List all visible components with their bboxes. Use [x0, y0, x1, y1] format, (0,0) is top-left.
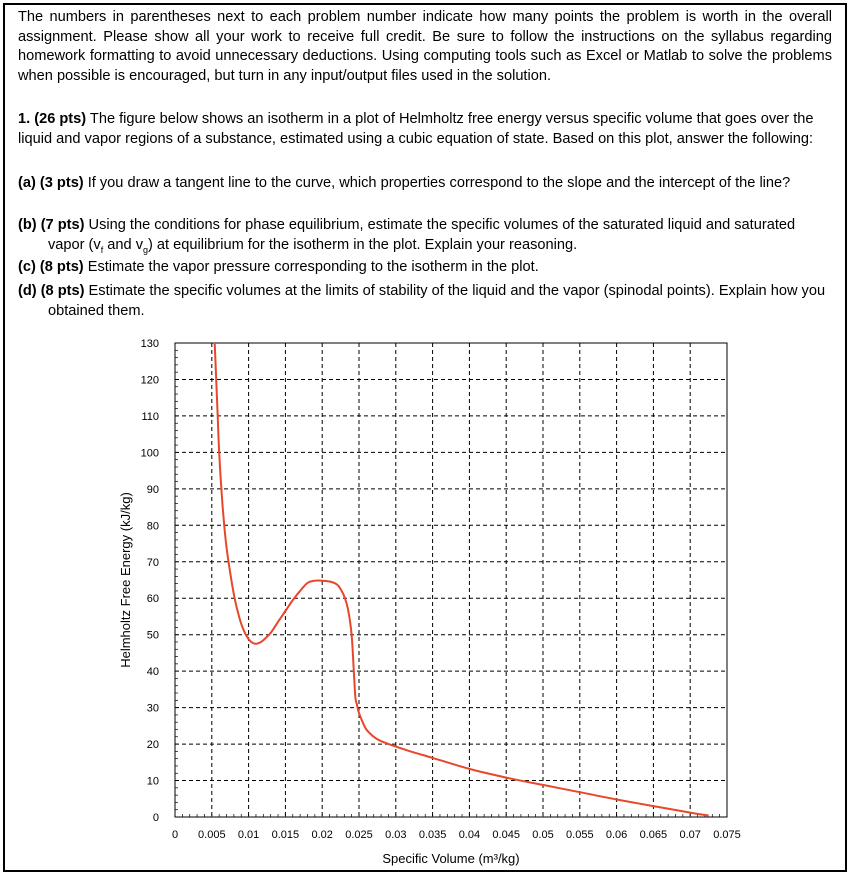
chart-grid — [175, 343, 727, 817]
y-tick-label: 50 — [146, 629, 159, 642]
part-c-label: (c) (8 pts) — [18, 259, 84, 275]
part-b-label: (b) (7 pts) — [18, 217, 85, 233]
part-d-label: (d) (8 pts) — [18, 283, 85, 299]
x-tick-label: 0.045 — [492, 829, 520, 841]
problem-1-text: The figure below shows an isotherm in a plot of Helmholtz free energy versus specific volume that goes over the liquid and vapor regions of a substance, estimated using a cubic equation of state. Based on this plot, answer the following: — [18, 111, 814, 147]
intro-paragraph: The numbers in parentheses next to each problem number indicate how many points the problem is worth in the overall assignment. Please show all your work to receive full credit. Be sure to follow the instructions on the syllabus regarding homework formatting to avoid unnecessary deductions. Using computing tools such as Excel or Matlab to solve the problems when possible is encouraged, but turn in any input/output files used in the solution. — [18, 9, 832, 84]
part-a-text: If you draw a tangent line to the curve, which properties correspond to the slope and the intercept of the line? — [83, 175, 791, 191]
isotherm-curve — [215, 343, 709, 816]
y-tick-label: 120 — [140, 374, 159, 387]
x-axis-label: Specific Volume (m³/kg) — [382, 851, 520, 866]
x-tick-label: 0.05 — [532, 829, 554, 841]
x-tick-label: 0.005 — [198, 829, 226, 841]
x-tick-label: 0.02 — [311, 829, 333, 841]
y-tick-label: 100 — [140, 447, 159, 460]
x-tick-label: 0.01 — [237, 829, 260, 841]
y-tick-label: 70 — [146, 556, 159, 569]
x-tick-label: 0.06 — [605, 829, 628, 841]
x-tick-label: 0.07 — [679, 829, 701, 841]
y-axis-label: Helmholtz Free Energy (kJ/kg) — [118, 492, 133, 668]
y-tick-label: 110 — [141, 410, 159, 423]
part-b-mid: and v — [103, 236, 143, 253]
y-tick-label: 60 — [146, 593, 159, 606]
y-tick-label: 10 — [146, 775, 159, 788]
x-tick-label: 0.075 — [713, 829, 741, 841]
y-tick-label: 30 — [146, 702, 159, 715]
x-tick-label: 0.015 — [271, 829, 300, 841]
chart-ticks — [141, 338, 741, 841]
part-b-sub-f: f — [100, 244, 104, 255]
x-tick-label: 0.04 — [458, 829, 481, 841]
problem-1-label: 1. (26 pts) — [18, 111, 87, 127]
y-tick-label: 130 — [140, 338, 159, 350]
x-tick-label: 0.025 — [345, 829, 373, 841]
y-tick-label: 20 — [146, 739, 159, 752]
y-tick-label: 40 — [146, 666, 159, 679]
part-b-end: ) at equilibrium for the isotherm in the plot. Explain your reasoning. — [148, 236, 578, 253]
x-tick-label: 0.065 — [639, 829, 668, 841]
part-c-text: Estimate the vapor pressure corresponding to the isotherm in the plot. — [83, 259, 539, 275]
y-tick-label: 0 — [152, 812, 159, 824]
part-d-text: Estimate the specific volumes at the limits of stability of the liquid and the vapor (spinodal points). Explain how you obtained them. — [48, 283, 826, 319]
x-tick-label: 0.035 — [418, 829, 447, 841]
x-tick-label: 0.055 — [566, 829, 594, 841]
x-tick-label: 0.03 — [385, 829, 407, 841]
y-tick-label: 90 — [146, 483, 159, 496]
x-tick-label: 0 — [171, 829, 179, 841]
part-b-sub-g: g — [143, 244, 149, 255]
plot-frame — [175, 343, 727, 817]
y-tick-label: 80 — [146, 520, 159, 533]
part-b-text: Using the conditions for phase equilibrium, estimate the specific volumes of the saturated liquid and saturated vapor (v — [48, 217, 796, 253]
part-a-label: (a) (3 pts) — [18, 175, 84, 191]
